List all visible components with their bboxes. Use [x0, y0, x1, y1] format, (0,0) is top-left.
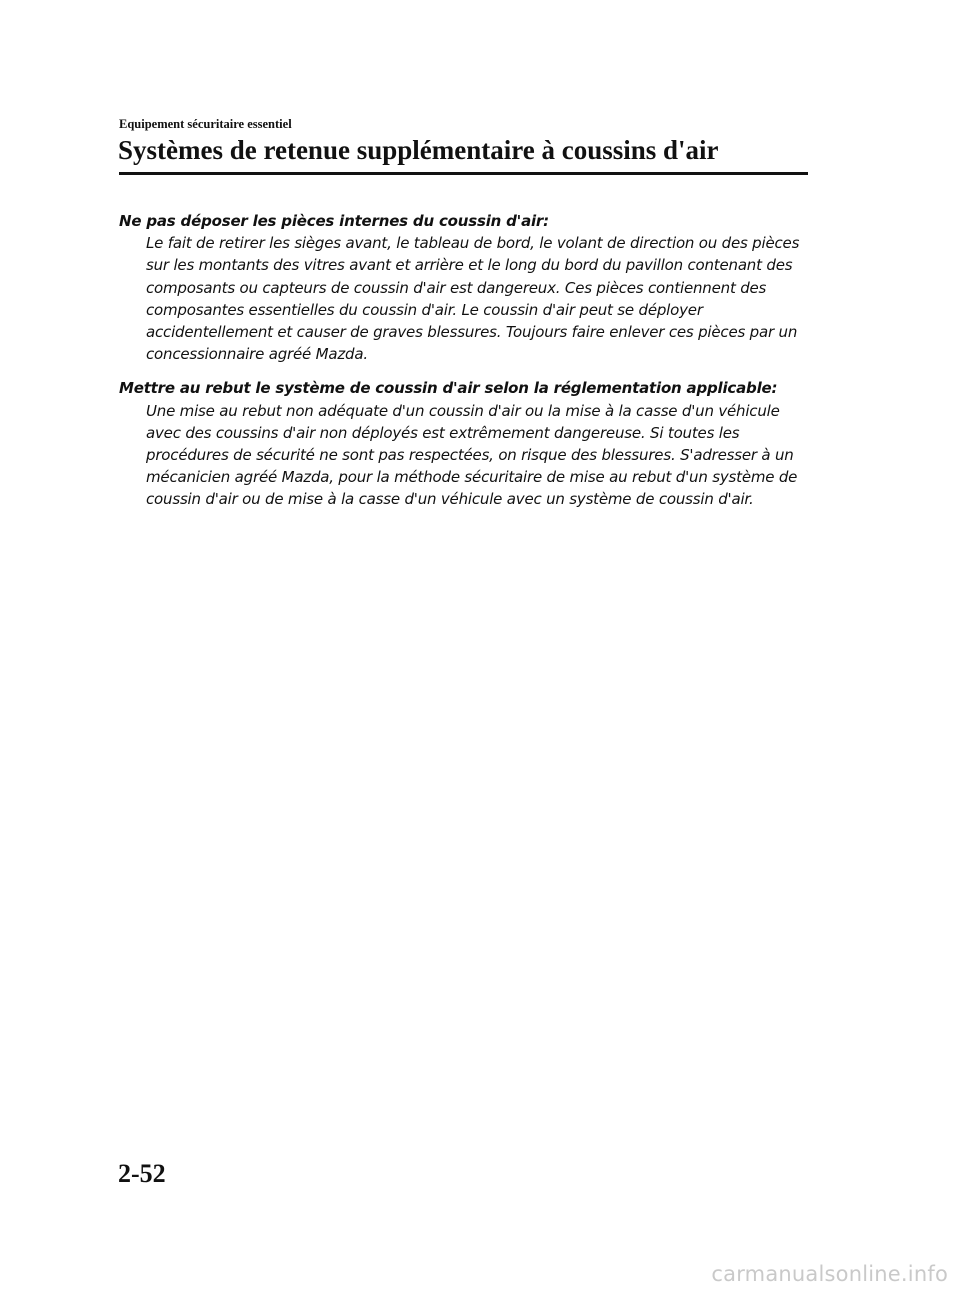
page-number: 2-52 [118, 1159, 166, 1188]
warning-list [119, 210, 809, 523]
warning-heading: Ne pas déposer les pièces internes du coussin d'air: [119, 212, 549, 230]
warning-item-remove-parts [119, 210, 809, 365]
section-label: Equipement sécuritaire essentiel [119, 117, 292, 131]
chapter-title: Systèmes de retenue supplémentaire à coussins d'air [118, 135, 719, 165]
warning-body: Une mise au rebut non adéquate d'un coussin d'air ou la mise à la casse d'un véhicule avec des coussins d'air non déployés est extrêmement dangereuse. Si toutes les procédures de sécurité ne sont pas respectées, on risque des blessures. S'adresser à un mécanicien agréé Mazda, pour la méthode sécuritaire de mise au rebut d'un système de coussin d'air ou de mise à la casse d'un véhicule avec un système de coussin d'air. [146, 401, 798, 509]
warning-heading: Mettre au rebut le système de coussin d'air selon la réglementation applicable: [119, 379, 778, 398]
title-divider [119, 172, 808, 175]
warning-body: Le fait de retirer les sièges avant, le tableau de bord, le volant de direction ou des pièces sur les montants des vitres avant et arrière et le long du bord du pavillon contenant des composants ou capteurs de coussin d'air est dangereux. Ces pièces contiennent des composantes essentielles du coussin d'air. Le coussin d'air peut se déployer accidentellement et causer de graves blessures. Toujours faire enlever ces pièces par un concessionnaire agréé Mazda. [146, 234, 800, 364]
watermark: carmanualsonline.info [711, 1262, 948, 1286]
warning-item-disposal [119, 377, 809, 510]
